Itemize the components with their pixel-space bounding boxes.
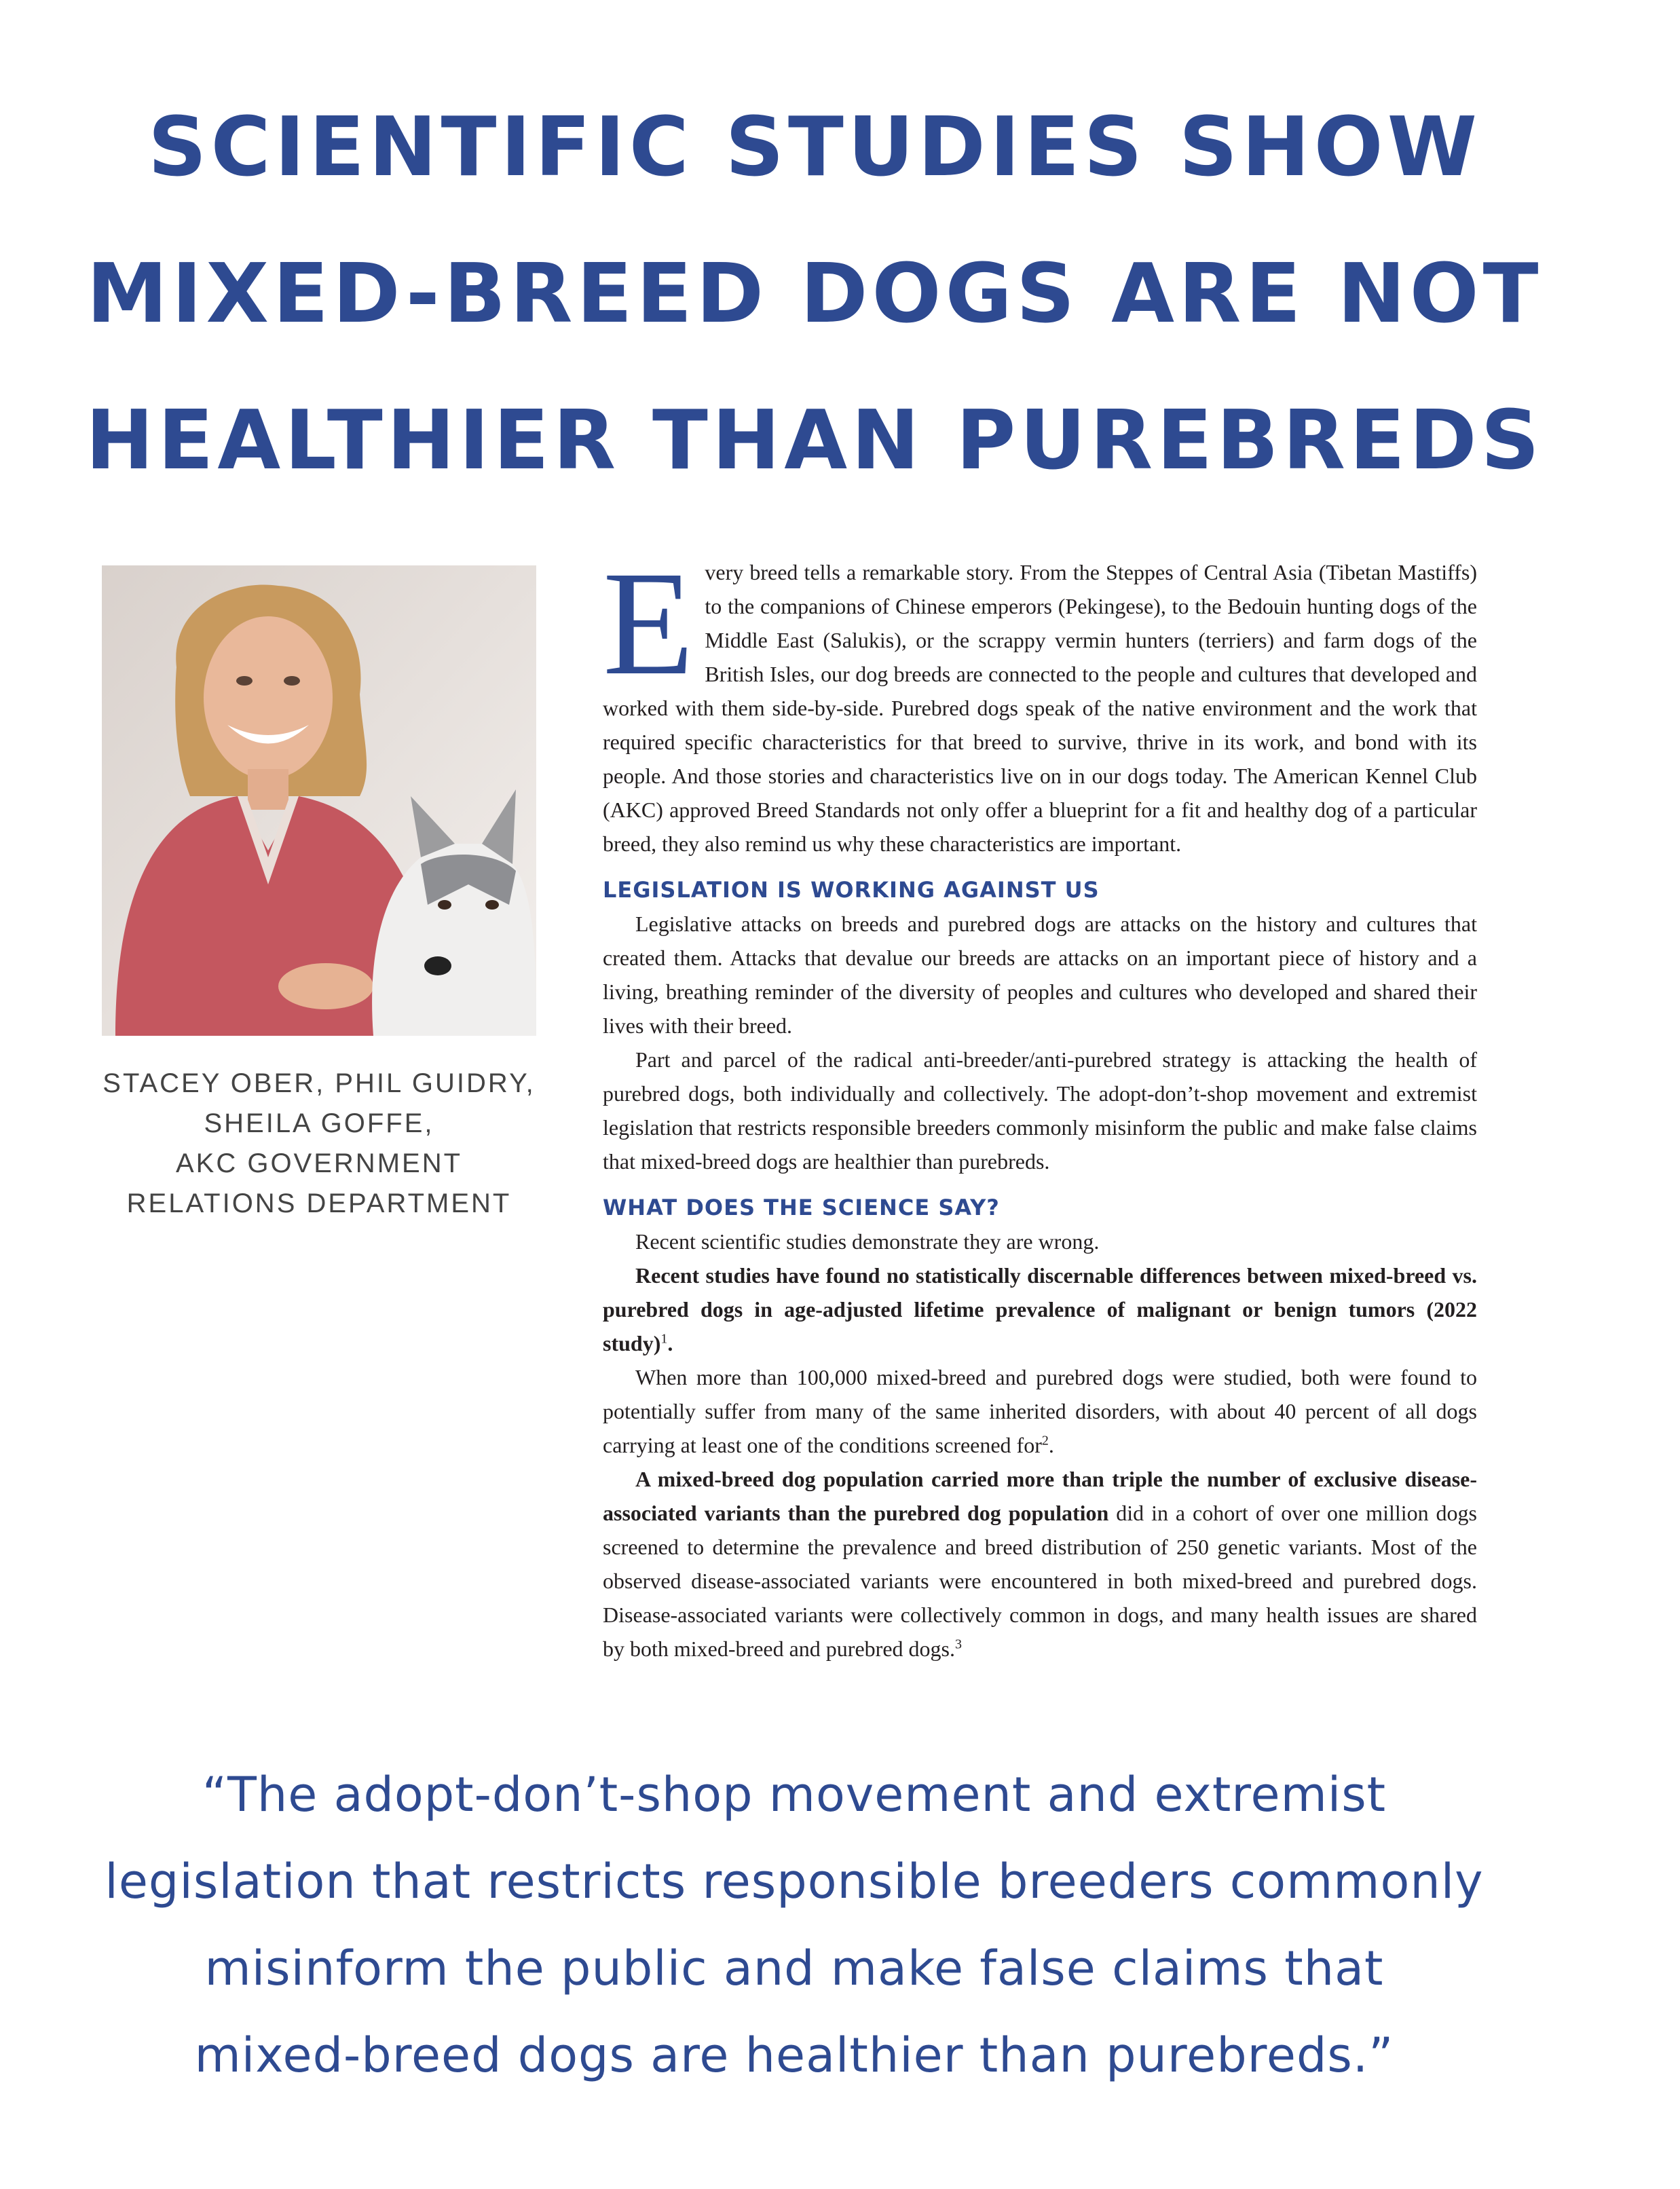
quote-line: misinform the public and make false claims that	[204, 1941, 1384, 1996]
footnote-ref: 1	[660, 1331, 668, 1347]
section-heading-science: WHAT DOES THE SCIENCE SAY?	[603, 1195, 1000, 1220]
paragraph-text: When more than 100,000 mixed-breed and purebred dogs were studied, both were found to potentially suffer from many of the same inherited disorders, with about 40 percent of all dogs carrying at least one of the conditions screened for	[603, 1365, 1477, 1457]
intro-text: very breed tells a remarkable story. From the Steppes of Central Asia (Tibetan Mastiffs) to the companions of Chinese emperors (Pekingese), to the Bedouin hunting dogs of the Middle East (Salukis), or the scrappy vermin hunters (terriers) and farm dogs of the British Isles, our dog breeds are connected to the people and cultures that developed and worked with them side-by-side. Purebred dogs speak of the native environment and the work that required specific characteristics for that breed to survive, thrive in its work, and bond with its people. And those stories and characteristics live on in our dogs today. The American Kennel Club (AKC) approved Breed Standards not only offer a blueprint for a fit and healthy dog of a particular breed, they also remind us why these characteristics are important.	[603, 560, 1477, 856]
photo-illustration	[102, 565, 536, 1036]
paragraph: Recent scientific studies demonstrate they are wrong.	[635, 1229, 1100, 1254]
paragraph	[603, 1258, 1477, 1360]
author-photo	[102, 565, 536, 1036]
title-line: MIXED-BREED DOGS ARE NOT	[86, 247, 1543, 341]
paragraph: Legislative attacks on breeds and purebred dogs are attacks on the history and cultures that created them. Attacks that devalue our breeds are attacks on an important piece of history and a living, breathing reminder of the diversity of peoples and cultures who developed and shared their lives with their breed.	[603, 912, 1477, 1038]
quote-line: legislation that restricts responsible breeders commonly	[105, 1854, 1484, 1909]
page-title	[81, 75, 1548, 514]
section-heading-legislation: LEGISLATION IS WORKING AGAINST US	[603, 877, 1100, 903]
paragraph-text: did in a cohort of over one million dogs screened to determine the prevalence and breed distribution of 250 genetic variants. Most of the observed disease-associated variants were encountered in both mixed-breed and purebred dogs. Disease-associated variants were collectively common in dogs, and many health issues are shared by both mixed-breed and purebred dogs.	[603, 1501, 1478, 1661]
bold-finding: Recent studies have found no statistically discernable differences between mixed-breed vs. purebred dogs in age-adjusted lifetime prevalence of malignant or benign tumors (2022 study)	[603, 1263, 1477, 1355]
caption-line: SHEILA GOFFE,	[204, 1108, 434, 1138]
article-body	[603, 540, 1478, 1666]
quote-line: mixed-breed dogs are healthier than purebreds.”	[194, 2027, 1394, 2083]
paragraph	[603, 1360, 1477, 1462]
footnote-ref: 2	[1041, 1433, 1049, 1448]
punctuation: .	[1048, 1433, 1054, 1457]
punctuation: .	[667, 1331, 673, 1355]
paragraph: Part and parcel of the radical anti-breeder/anti-purebred strategy is attacking the health of purebred dogs, both individually and collectively. The adopt-don’t-shop movement and extremist legislation that restricts responsible breeders commonly misinform the public and make false claims that mixed-breed dogs are healthier than purebreds.	[603, 1047, 1477, 1174]
caption-line: AKC GOVERNMENT	[175, 1148, 463, 1178]
caption-line: STACEY OBER, PHIL GUIDRY,	[102, 1068, 536, 1098]
title-line: SCIENTIFIC STUDIES SHOW	[148, 100, 1481, 195]
bold-finding: A mixed-breed dog population carried more than triple the number of exclusive disease-associated variants than the purebred dog population	[603, 1467, 1477, 1525]
title-line: HEALTHIER THAN PUREBREDS	[86, 394, 1544, 488]
pull-quote	[81, 1751, 1507, 2099]
paragraph	[603, 1462, 1477, 1666]
intro-paragraph	[603, 540, 1477, 861]
quote-line: “The adopt-don’t-shop movement and extremist	[202, 1767, 1387, 1822]
caption-line: RELATIONS DEPARTMENT	[126, 1189, 512, 1218]
footnote-ref: 3	[954, 1636, 962, 1652]
drop-cap: E	[603, 540, 694, 706]
author-caption	[81, 1064, 557, 1224]
